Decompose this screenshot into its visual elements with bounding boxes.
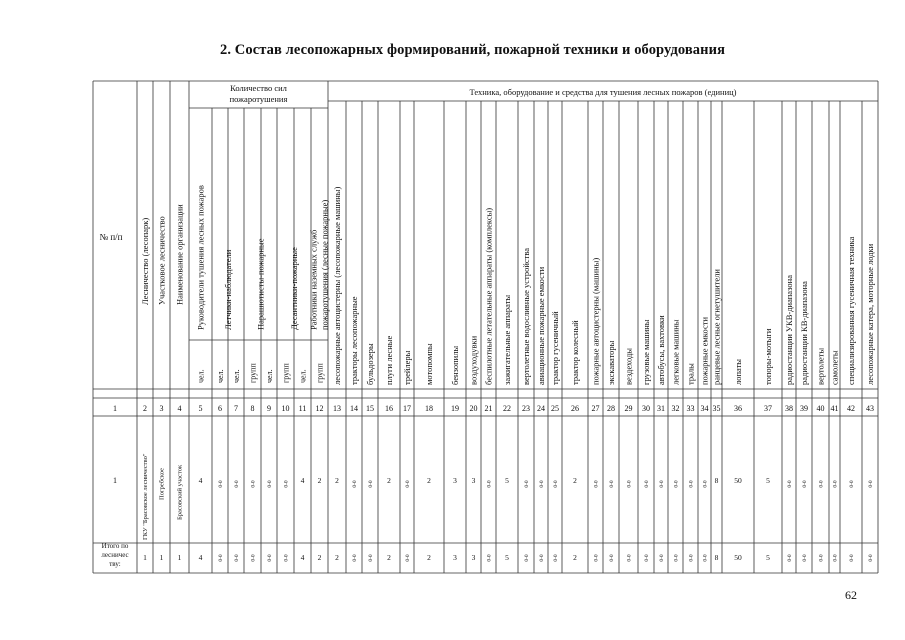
total-organization-count: 1	[177, 553, 182, 562]
column-number: 33	[686, 404, 695, 413]
row1-value: 4	[300, 476, 305, 485]
header-equipment-column: специализированная гусеничная техника	[846, 236, 856, 385]
header-unit-label: чел.	[298, 369, 308, 383]
column-number: 3	[159, 404, 164, 413]
total-value: 0-0	[802, 554, 808, 562]
header-equipment-column: топоры-мотыги	[763, 328, 773, 385]
header-unit-label: групп	[281, 363, 291, 383]
column-number: 43	[866, 404, 874, 413]
column-number: 1	[113, 404, 117, 413]
header-equipment-column: лесопожарные катера, моторные лодки	[865, 243, 875, 385]
row1-number: 1	[113, 476, 117, 485]
column-number: 2	[143, 404, 147, 413]
row1-value: 0-0	[267, 480, 273, 488]
row1-value: 0-0	[673, 480, 680, 488]
row1-value: 5	[766, 476, 770, 485]
total-value: 0-0	[405, 554, 411, 562]
total-value: 0-0	[539, 554, 545, 562]
header-forces-group: пожаротушения	[229, 94, 288, 104]
row1-value: 0-0	[787, 480, 793, 488]
column-number: 19	[451, 404, 459, 413]
row1-forestry: ГКУ "Брасовское лесничество"	[142, 453, 149, 540]
header-row-number: № п/п	[99, 232, 123, 242]
column-number: 11	[298, 404, 307, 413]
row1-value: 50	[734, 476, 742, 485]
header-equipment-column: радиостанции КВ-диапазона	[799, 281, 809, 385]
total-value: 2	[573, 553, 577, 562]
column-number: 29	[624, 404, 633, 413]
header-organization: Наименование организации	[174, 204, 185, 305]
column-number: 23	[522, 404, 530, 413]
header-equipment-column: радиостанции УКВ-диапазона	[784, 275, 794, 385]
column-number: 14	[350, 404, 358, 413]
column-number: 42	[847, 404, 855, 413]
row1-value: 2	[387, 476, 391, 485]
header-district: Участковое лесничество	[156, 216, 167, 305]
total-value: 0-0	[644, 554, 650, 562]
total-value: 4	[300, 553, 305, 562]
header-unit-label: чел.	[232, 369, 241, 383]
row1-value: 8	[714, 476, 719, 485]
total-value: 2	[317, 553, 322, 562]
header-unit-label: чел.	[265, 369, 274, 383]
column-number: 32	[671, 404, 680, 413]
page-number: 62	[845, 588, 857, 602]
total-value: 0-0	[868, 554, 874, 562]
total-forestry-count: 1	[143, 553, 147, 562]
column-number: 30	[642, 404, 650, 413]
column-number: 39	[800, 404, 808, 413]
row1-value: 3	[453, 476, 457, 485]
column-number: 16	[385, 404, 393, 413]
row1-value: 0-0	[283, 480, 290, 488]
total-value: 0-0	[553, 554, 559, 562]
row1-value: 3	[471, 476, 476, 485]
header-equipment-column: зажигательные аппараты	[502, 294, 512, 385]
column-number: 9	[267, 404, 271, 413]
header-force-column: Парашютисты-пожарные	[255, 238, 266, 330]
row1-value: 0-0	[593, 480, 600, 488]
header-forestry: Лесничество (лесопарк)	[140, 217, 150, 305]
column-number: 17	[403, 404, 411, 413]
total-value: 50	[734, 553, 742, 562]
row1-value: 0-0	[368, 480, 374, 488]
row1-value: 0-0	[486, 480, 493, 488]
total-value: 0-0	[849, 554, 855, 562]
column-number: 18	[425, 404, 433, 413]
header-equipment-column: вертолеты	[815, 347, 826, 385]
header-equipment-column: вездеходы	[623, 348, 634, 385]
header-equipment-column: тракторы лесопожарные	[349, 296, 359, 385]
total-value: 0-0	[218, 554, 224, 562]
total-value: 0-0	[368, 554, 374, 562]
total-value: 0-0	[486, 554, 493, 562]
column-number: 37	[764, 404, 772, 413]
row1-organization: Брасовский участок	[176, 464, 184, 520]
header-equipment-column: авиационные пожарные емкости	[536, 266, 546, 385]
total-value: 0-0	[593, 554, 600, 562]
total-value: 3	[453, 553, 457, 562]
header-unit-label: чел.	[216, 369, 225, 383]
total-value: 0-0	[250, 554, 257, 562]
column-number: 5	[198, 404, 203, 413]
header-equipment-column: легковые машины	[670, 319, 681, 385]
column-number: 28	[607, 404, 615, 413]
total-value: 0-0	[524, 554, 530, 562]
total-value: 0-0	[352, 554, 358, 562]
column-number: 41	[830, 404, 839, 413]
header-equipment-column: лопаты	[733, 358, 743, 385]
header-equipment-column: тралы	[685, 363, 696, 385]
header-force-column: Летчики-наблюдатели	[223, 249, 233, 330]
total-label: тву:	[109, 560, 121, 568]
header-unit-label: чел.	[196, 369, 206, 383]
total-value: 0-0	[234, 554, 240, 562]
total-value: 0-0	[818, 554, 825, 562]
header-equipment-column: грузовые машины	[641, 319, 651, 385]
column-number: 10	[281, 404, 290, 413]
header-equipment-column: трейлеры	[402, 350, 412, 385]
total-value: 0-0	[702, 554, 709, 562]
row1-value: 0-0	[405, 480, 411, 488]
column-number: 36	[734, 404, 742, 413]
row1-district: Погребское	[158, 468, 166, 500]
header-equipment-column: пожарные автоцистерны (машины)	[590, 257, 601, 385]
row1-value: 4	[198, 476, 203, 485]
header-equipment-column: плуги лесные	[384, 335, 394, 385]
total-value: 0-0	[673, 554, 680, 562]
row1-value: 0-0	[849, 480, 855, 488]
row1-value: 2	[427, 476, 431, 485]
column-number: 6	[218, 404, 222, 413]
column-number: 38	[785, 404, 793, 413]
row1-value: 5	[505, 476, 509, 485]
total-value: 2	[387, 553, 391, 562]
row1-value: 0-0	[659, 480, 665, 488]
row1-value: 0-0	[250, 480, 257, 488]
column-number: 24	[537, 404, 545, 413]
header-unit-label: групп	[248, 363, 258, 383]
column-number: 15	[366, 404, 374, 413]
row1-value: 2	[335, 476, 339, 485]
total-district-count: 1	[159, 553, 164, 562]
header-force-column: пожаротушения (лесные пожарные)	[319, 199, 330, 330]
total-value: 0-0	[659, 554, 665, 562]
total-value: 0-0	[283, 554, 290, 562]
row1-value: 0-0	[218, 480, 224, 488]
header-equipment-column: трактор колесный	[570, 320, 580, 385]
row1-value: 2	[317, 476, 322, 485]
header-equipment-column: самолеты	[829, 350, 840, 385]
total-value: 2	[335, 553, 339, 562]
row1-value: 0-0	[818, 480, 825, 488]
header-equipment-group: Техника, оборудование и средства для тушения лесных пожаров (единиц)	[469, 87, 737, 97]
header-equipment-column: вертолетные водосливные устройства	[521, 247, 531, 385]
header-equipment-column: трактор гусеничный	[550, 311, 560, 385]
total-value: 2	[427, 553, 431, 562]
row1-value: 0-0	[688, 480, 695, 488]
column-number: 21	[484, 404, 493, 413]
header-equipment-column: беспилотные летательные аппараты (комплексы)	[483, 207, 494, 385]
total-value: 0-0	[609, 554, 615, 562]
column-number: 4	[177, 404, 182, 413]
column-number: 31	[657, 404, 665, 413]
total-value: 5	[505, 553, 509, 562]
header-equipment-column: пожарные емкости	[699, 317, 710, 385]
row1-value: 0-0	[553, 480, 559, 488]
total-value: 4	[198, 553, 203, 562]
column-number: 22	[503, 404, 511, 413]
header-force-column: Десантники-пожарные	[289, 247, 299, 330]
header-force-column: Работники наземных служб	[308, 229, 319, 330]
total-value: 0-0	[626, 554, 633, 562]
total-value: 8	[714, 553, 719, 562]
row1-value: 0-0	[539, 480, 545, 488]
column-number: 35	[712, 404, 721, 413]
row1-value: 0-0	[702, 480, 709, 488]
row1-value: 0-0	[644, 480, 650, 488]
row1-value: 0-0	[832, 480, 839, 488]
column-number: 8	[250, 404, 255, 413]
row1-value: 0-0	[868, 480, 874, 488]
header-equipment-column: лесопожарные автоцистерны (лесопожарные машины)	[332, 186, 342, 385]
row1-value: 2	[573, 476, 577, 485]
column-number: 27	[591, 404, 600, 413]
header-equipment-column: ранцевые лесные огнетушители	[711, 269, 722, 385]
column-number: 13	[333, 404, 341, 413]
column-number: 12	[315, 404, 324, 413]
total-value: 0-0	[787, 554, 793, 562]
total-value: 0-0	[688, 554, 695, 562]
header-forces-group: Количество сил	[230, 83, 287, 93]
header-force-column: Руководители тушения лесных пожаров	[195, 185, 206, 330]
column-number: 26	[571, 404, 579, 413]
header-equipment-column: бульдозеры	[365, 343, 375, 385]
header-equipment-column: воздуходувки	[468, 335, 479, 385]
header-equipment-column: экскаваторы	[606, 340, 616, 385]
column-number: 25	[551, 404, 559, 413]
row1-value: 0-0	[352, 480, 358, 488]
row1-value: 0-0	[234, 480, 240, 488]
row1-value: 0-0	[802, 480, 808, 488]
column-number: 20	[469, 404, 478, 413]
total-value: 0-0	[267, 554, 273, 562]
total-value: 5	[766, 553, 770, 562]
total-label: лесничес	[101, 551, 129, 559]
total-value: 3	[471, 553, 476, 562]
total-label: Итого по	[101, 542, 129, 550]
row1-value: 0-0	[626, 480, 633, 488]
total-value: 0-0	[832, 554, 839, 562]
title-text: 2. Состав лесопожарных формирований, пожарной техники и оборудования	[219, 42, 726, 58]
column-number: 7	[234, 404, 238, 413]
column-number: 40	[816, 404, 825, 413]
header-equipment-column: бензопилы	[450, 345, 460, 385]
header-unit-label: групп	[315, 363, 325, 383]
row1-value: 0-0	[609, 480, 615, 488]
row1-value: 0-0	[524, 480, 530, 488]
header-equipment-column: мотопомпы	[424, 343, 434, 385]
column-number: 34	[700, 404, 709, 413]
header-equipment-column: автобусы, вахтовки	[656, 315, 666, 385]
